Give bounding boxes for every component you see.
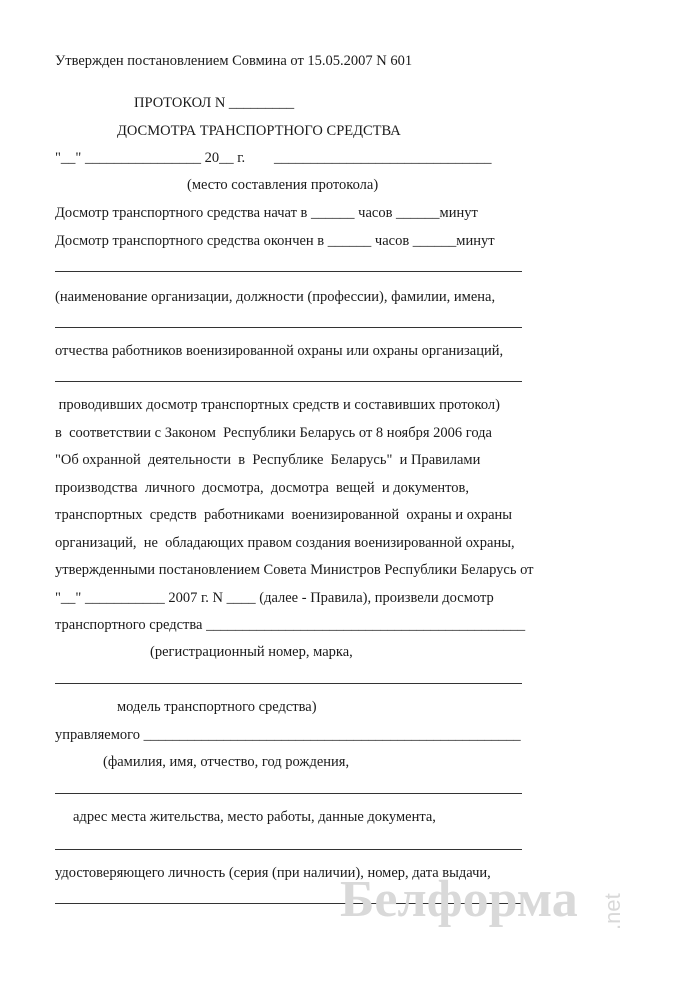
- watermark-brand: Белформа: [340, 871, 578, 928]
- blank-rule: [55, 271, 522, 272]
- inspection-start: Досмотр транспортного средства начат в ______ часов ______минут: [55, 205, 478, 221]
- place-blank: ______________________________: [274, 150, 492, 166]
- body-line: проводивших досмотр транспортных средств и составивших протокол): [55, 397, 500, 413]
- approval-note: Утвержден постановлением Совмина от 15.05.2007 N 601: [55, 53, 413, 69]
- body-caption: адрес места жительства, место работы, данные документа,: [73, 809, 436, 825]
- blank-rule: [55, 327, 522, 328]
- inspection-end: Досмотр транспортного средства окончен в ______ часов ______минут: [55, 233, 495, 249]
- body-line: транспортных средств работниками военизированной охраны и охраны: [55, 507, 513, 523]
- place-caption: (место составления протокола): [187, 177, 379, 193]
- body-line: в соответствии с Законом Республики Беларусь от 8 ноября 2006 года: [55, 425, 492, 441]
- body-caption: (регистрационный номер, марка,: [150, 644, 353, 660]
- protocol-title: ДОСМОТРА ТРАНСПОРТНОГО СРЕДСТВА: [117, 123, 401, 139]
- body-line: "Об охранной деятельности в Республике Беларусь" и Правилами: [55, 452, 481, 468]
- date-line: "__" ________________ 20__ г.: [55, 150, 246, 166]
- body-line: утвержденными постановлением Совета Министров Республики Беларусь от: [55, 562, 534, 578]
- body-line: организаций, не обладающих правом создания военизированной охраны,: [55, 535, 515, 551]
- body-line: "__" ___________ 2007 г. N ____ (далее - Правила), произвели досмотр: [55, 590, 494, 606]
- watermark-tld: .net: [600, 893, 625, 930]
- body-line: отчества работников военизированной охраны или охраны организаций,: [55, 343, 504, 359]
- body-caption: модель транспортного средства): [117, 699, 317, 715]
- body-line: управляемого ____________________________________________________: [55, 727, 521, 743]
- body-line: производства личного досмотра, досмотра вещей и документов,: [55, 480, 470, 496]
- body-caption: (фамилия, имя, отчество, год рождения,: [103, 754, 350, 770]
- blank-rule: [55, 381, 522, 382]
- blank-rule: [55, 683, 522, 684]
- blank-rule: [55, 793, 522, 794]
- protocol-number: ПРОТОКОЛ N _________: [134, 95, 295, 111]
- body-line: (наименование организации, должности (профессии), фамилии, имена,: [55, 289, 496, 305]
- body-line: транспортного средства ____________________________________________: [55, 617, 526, 633]
- body-line: удостоверяющего личность (серия (при наличии), номер, дата выдачи,: [55, 865, 491, 881]
- blank-rule: [55, 849, 522, 850]
